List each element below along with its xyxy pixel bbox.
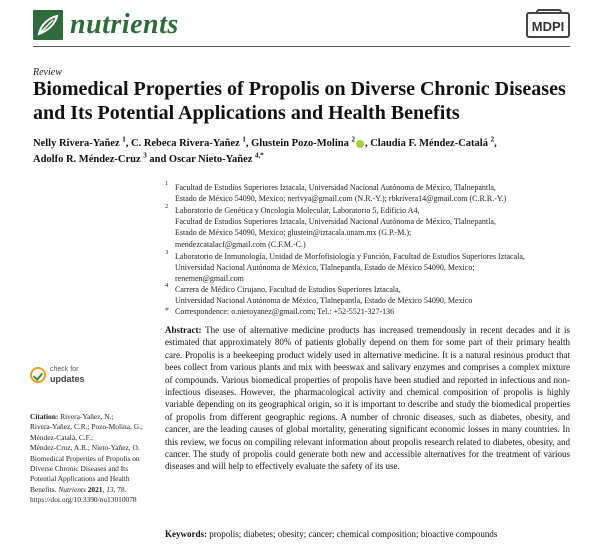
orcid-icon[interactable] bbox=[356, 140, 364, 148]
keywords bbox=[165, 528, 570, 540]
journal-logo-icon bbox=[33, 10, 63, 40]
affiliation-line: renemen@gmail.com bbox=[175, 274, 244, 284]
affiliation-number: 2 bbox=[165, 203, 169, 210]
citation-year: 2021 bbox=[87, 484, 103, 494]
mdpi-logo[interactable] bbox=[526, 12, 570, 38]
author-name[interactable]: Glustein Pozo-Molina bbox=[251, 138, 349, 149]
affiliation-line: Facultad de Estudios Superiores Iztacala, Universidad Nacional Autónoma de México, Tlalnepantla, bbox=[175, 217, 496, 227]
citation-journal: Nutrients bbox=[58, 484, 86, 494]
author-line: Adolfo R. Méndez-Cruz $^3$ and Oscar Nieto-Yañez $^{4,*}$ bbox=[33, 151, 264, 165]
citation-block bbox=[30, 412, 162, 506]
article-title bbox=[33, 77, 573, 125]
author-affil-sup: 2 bbox=[490, 135, 495, 144]
affiliation-number: 3 bbox=[165, 249, 169, 256]
affiliation-line: Estado de México 54090, Mexico; nerivya@gmail.com (N.R.-Y.); rbkrivera14@gmail.com (C.R.R.-Y.) bbox=[175, 194, 507, 204]
citation-line: Biomedical Properties of Propolis on bbox=[30, 453, 140, 463]
affiliation-line: Universidad Nacional Autónoma de México, Tlalnepantla, Estado de México 54090, Mexico; bbox=[175, 263, 475, 273]
correspondence-star: * bbox=[165, 306, 169, 315]
citation-line: Potential Applications and Health bbox=[30, 474, 130, 484]
affiliation bbox=[175, 182, 570, 204]
correspondence: Correspondence: o.nietoyanez@gmail.com; Tel.: +52-5521-327-136 bbox=[175, 307, 395, 316]
title-line: Biomedical Properties of Propolis on Diverse Chronic Diseases bbox=[33, 78, 566, 100]
author-affil-sup: 2 bbox=[351, 135, 355, 144]
citation-page: 78. bbox=[117, 484, 127, 494]
affiliation-number: 1 bbox=[165, 180, 169, 187]
keywords-text: propolis; diabetes; obesity; cancer; chemical composition; bioactive compounds bbox=[209, 529, 498, 539]
check-for-updates-label[interactable]: check for bbox=[50, 366, 79, 373]
abstract bbox=[165, 324, 570, 473]
citation-line: Méndez-Cruz, A.R.; Nieto-Yañez, O. bbox=[30, 443, 140, 453]
affiliation-line: Facultad de Estudios Superiores Iztacala, Universidad Nacional Autónoma de México, Tlalnepantla, bbox=[175, 183, 496, 192]
citation-line bbox=[30, 412, 162, 422]
citation-text: Rivera-Yañez, N.; bbox=[60, 412, 114, 421]
title-line: and Its Potential Applications and Health Benefits bbox=[33, 102, 460, 124]
affiliation-number: 4 bbox=[165, 282, 169, 289]
author-name[interactable]: Claudia F. Méndez-Catalá bbox=[370, 138, 488, 149]
author-affil-sup: 1 bbox=[242, 135, 246, 144]
article-type: Review bbox=[33, 67, 62, 78]
header-divider bbox=[33, 46, 570, 47]
affiliation bbox=[175, 251, 570, 285]
citation-line: Méndez-Catalá, C.F.; bbox=[30, 432, 94, 442]
author-name[interactable]: Oscar Nieto-Yañez bbox=[168, 154, 253, 165]
affiliation-line: Estado de México 54090, Mexico; glustein@iztacala.unam.mx (G.P.-M.); bbox=[175, 228, 412, 238]
citation-line: Benefits. Nutrients 2021, 13, 78. bbox=[30, 484, 127, 494]
author-name[interactable]: Nelly Rivera-Yañez bbox=[33, 138, 120, 149]
affiliation-line: mendezcatalacf@gmail.com (C.F.M.-C.) bbox=[175, 239, 306, 249]
author-name[interactable]: Adolfo R. Méndez-Cruz bbox=[33, 154, 141, 165]
journal-name: nutrients bbox=[70, 9, 179, 40]
citation-label: Citation: bbox=[30, 412, 59, 421]
affiliation bbox=[175, 284, 570, 306]
abstract-text: The use of alternative medicine products has increased tremendously in recent decades and it is estimated that approximately 80% of patients globally depend on them for some part of their primary health care. Propolis is a beekeeping product widely used in alternative medicine. It is a natural resinous product that bees collect from various plants and mix with beeswax and salivary enzymes and comprises a complex mixture of compounds. Various biomedical properties of propolis have been studied and reported in infectious and non-infectious diseases. However, the pharmacological activity and chemical composition of propolis is highly variable depending on its geographical origin, so it is important to describe and study the biomedical properties of propolis from different geographic regions. A number of chronic diseases, such as diabetes, obesity, and cancer, are the leading causes of global mortality, generating significant economic losses in many countries. In this review, we focus on compiling relevant information about propolis research related to diabetes, obesity, and cancer. The study of propolis could generate both new and accessible alternatives for the treatment of various diseases and will help to effectively evaluate the safety of its use. bbox=[165, 325, 570, 472]
author-affil-sup: 4,* bbox=[255, 151, 264, 160]
affiliation bbox=[175, 205, 570, 250]
author-name[interactable]: C. Rebeca Rivera-Yañez bbox=[130, 138, 240, 149]
author-affil-sup: 1 bbox=[122, 135, 126, 144]
citation-text: Benefits. bbox=[30, 484, 57, 494]
author-line: Nelly Rivera-Yañez $^1$, C. Rebeca Rivera-Yañez $^1$, Glustein Pozo-Molina $^2$ , Claudia F. Méndez-Catalá $^2$, bbox=[33, 135, 497, 149]
citation-doi-link[interactable]: https://doi.org/10.3390/nu13010078 bbox=[30, 495, 137, 505]
author-affil-sup: 3 bbox=[143, 151, 147, 160]
author-list bbox=[33, 136, 573, 168]
affiliation-line: Laboratorio de Inmunología, Unidad de Morfofisiología y Función, Facultad de Estudios Superiores Iztacala, bbox=[175, 252, 525, 261]
affiliation-line: Carrera de Médico Cirujano, Facultad de Estudios Superiores Iztacala, bbox=[175, 285, 401, 294]
affiliation-line: Laboratorio de Genética y Oncología Molecular, Laboratorio 5, Edificio A4, bbox=[175, 206, 420, 215]
keywords-label: Keywords: bbox=[165, 529, 207, 539]
mdpi-logo-text: MDPI bbox=[531, 19, 565, 34]
citation-line: Rivera-Yañez, C.R.; Pozo-Molina, G.; bbox=[30, 422, 143, 432]
abstract-label: Abstract: bbox=[165, 325, 202, 335]
check-for-updates-icon[interactable] bbox=[30, 367, 46, 383]
citation-volume: 13 bbox=[106, 484, 114, 494]
affiliation-line: Universidad Nacional Autónoma de México, Tlalnepantla, Estado de México 54090, Mexico bbox=[175, 296, 473, 306]
check-for-updates-label[interactable]: updates bbox=[50, 374, 85, 384]
citation-line: Diverse Chronic Diseases and Its bbox=[30, 464, 129, 474]
